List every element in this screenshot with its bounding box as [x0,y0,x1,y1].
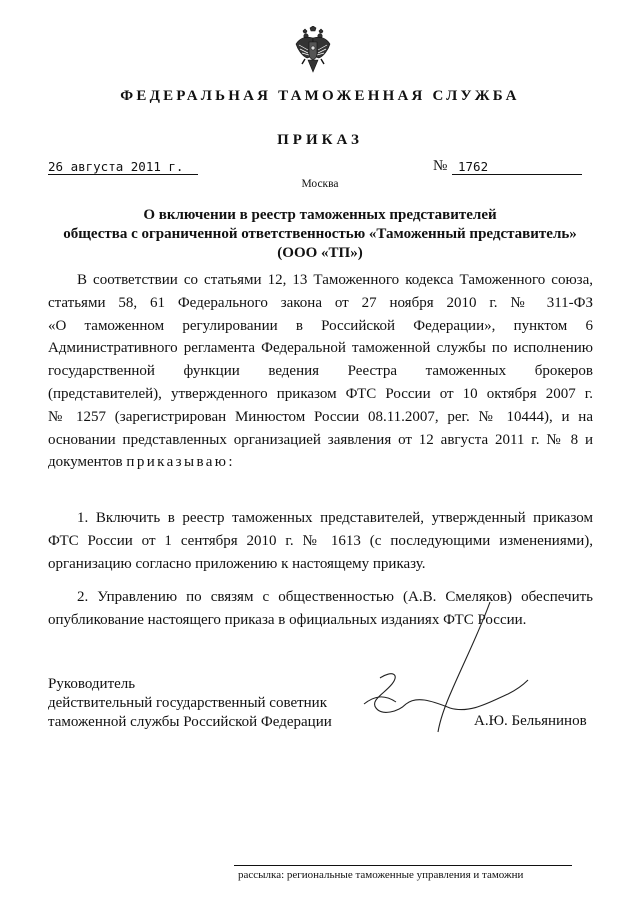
issue-city: Москва [301,178,339,190]
paragraph-line: статьями 58, 61 Федерального закона от 27 ноября 2010 г. № 311-ФЗ [48,294,593,311]
paragraph-line [48,451,593,474]
title-line-2: общества с ограниченной ответственностью «Таможенный представитель» [63,226,577,242]
order-verb: приказываю: [126,454,235,471]
paragraph-line: «О таможенном регулировании в Российской Федерации», пунктом 6 [48,317,593,334]
order-date: 26 августа 2011 г. [48,160,198,175]
agency-name: ФЕДЕРАЛЬНАЯ ТАМОЖЕННАЯ СЛУЖБА [120,88,520,104]
paragraph-text: документов [48,454,127,471]
title-line-1: О включении в реестр таможенных представителей [143,207,497,223]
signatory-block [48,675,332,732]
paragraph-line: Административного регламента Федеральной таможенной службы по исполнению [48,340,593,357]
order-number-label: № [433,158,448,174]
signatory-rank-cont: таможенной службы Российской Федерации [48,714,332,730]
paragraph-line: (представителей), утвержденного приказом ФТС России от 10 октября 2007 г. [48,385,593,402]
paragraph-line: организацию согласно приложению к настоящему приказу. [48,555,426,572]
order-title [40,206,600,263]
signatory-name: А.Ю. Бельянинов [474,713,587,729]
title-line-3: (ООО «ТП») [277,245,363,261]
paragraph-line: государственной функции ведения Реестра таможенных брокеров [48,363,593,380]
distribution-note: рассылка: региональные таможенные управления и таможни [238,869,524,881]
paragraph-line: ФТС России от 1 сентября 2010 г. № 1613 (с последующими изменениями), [48,532,593,549]
paragraph-line: 2. Управлению по связям с общественностью (А.В. Смеляков) обеспечить [77,589,593,605]
order-number: 1762 [452,160,582,175]
state-emblem-icon [294,26,332,74]
preamble-paragraph [48,269,593,474]
paragraph-line: опубликование настоящего приказа в официальных изданиях ФТС России. [48,611,527,628]
paragraph-line: В соответствии со статьями 12, 13 Таможенного кодекса Таможенного союза, [77,272,593,288]
signatory-position: Руководитель [48,676,136,692]
paragraph-line: основании представленных организацией заявления от 12 августа 2011 г. № 8 и [48,431,593,448]
footer-divider [234,865,572,866]
item-1-paragraph [48,507,593,575]
document-type: ПРИКАЗ [277,132,363,148]
paragraph-line: № 1257 (зарегистрирован Минюстом России 08.11.2007, рег. № 10444), и на [48,408,593,425]
signatory-rank: действительный государственный советник [48,695,328,711]
paragraph-line: 1. Включить в реестр таможенных представителей, утвержденный приказом [77,510,593,526]
